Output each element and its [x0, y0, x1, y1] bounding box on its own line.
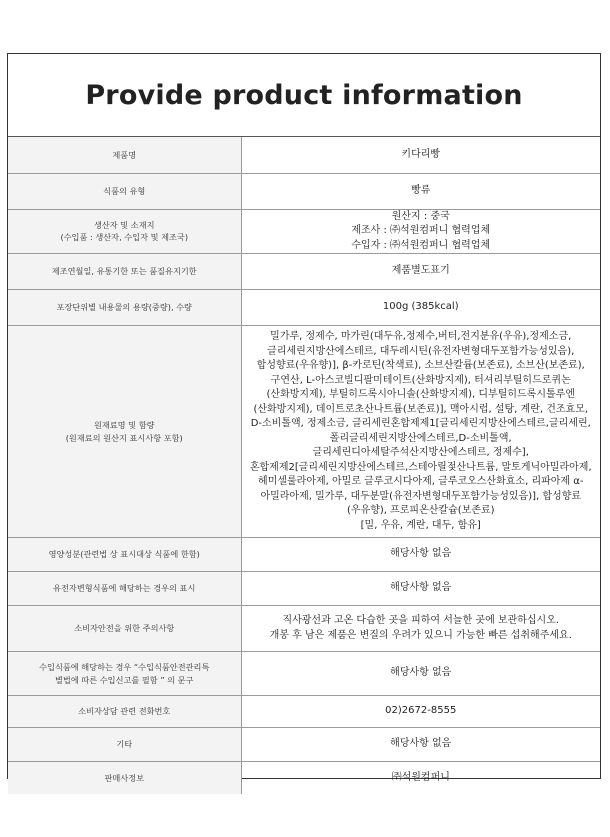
row-label: 식품의 유형: [8, 173, 241, 209]
row-value: [241, 606, 600, 652]
row-label: 포장단위별 내용물의 용량(중량), 수량: [8, 290, 241, 326]
label-line: (수입품 : 생산자, 수입자 및 제조국): [60, 232, 189, 243]
row-value: 해당사항 없음: [241, 572, 600, 606]
value-line: 개봉 후 남은 제품은 변질의 우려가 있으니 가능한 빠른 섭취해주세요.: [269, 629, 572, 641]
allergen-text: [밀, 우유, 계란, 대두, 함유]: [360, 519, 481, 531]
value-line: 원산지 : 중국: [391, 210, 450, 222]
product-info-sheet: [7, 53, 601, 783]
value-line: 수입자 : ㈜석원컴퍼니 협력업체: [351, 239, 491, 251]
row-label: 소비자상담 관련 전화번호: [8, 696, 241, 728]
table-row: [8, 326, 600, 538]
value-line: 직사광선과 고온 다습한 곳을 피하여 서늘한 곳에 보관하십시오.: [282, 615, 560, 626]
row-label: 판매사정보: [8, 762, 241, 794]
row-value: 해당사항 없음: [241, 538, 600, 572]
table-row: [8, 762, 600, 794]
page-title: Provide product information: [85, 79, 523, 111]
ingredients-text: 밀가루, 정제수, 마가린(대두유,정제수,버터,전지분유(우유),정제소금, 글리세린지방산에스테르, 대두레시틴(유전자변형대두포함가능성있음), 합성향료(우유향)], β-카로틴(착색료), 소브산칼륨(보존료), 소브산(보존료), 구연산, L-아스코빌디팔미테이트(산화방지제), 터셔리부틸히드로퀴논(산화방지제), 부틸히드록시아니솔(산화방지제), 디부틸히드록시톨루엔(산화방지제), 데이트로초산나트륨(보존료)], 맥아시럽, 설탕, 계란, 건조효모, D-소비톨액, 정제소금, 글리세린혼합제제1[글리세린지방산에스테르,글리세린, 폴리글리세린지방산에스테르,D-소비톨액,글리세린디아세탈주석산지방산에스테르, 정제수], 혼합제제2[글리세린지방산에스테르,스테아릴젖산나트륨, 말토게닉아밀라아제, 헤미셀룰라아제, 아밀로 글루코시다아제, 글루코오스산화효소, 리파아제 α-아밀라아제, 밀가루, 대두분말(유전자변형대두포함가능성있음)], 합성향료(우유향), 프로피온산칼슘(보존료): [249, 331, 592, 516]
row-label: [8, 652, 241, 696]
row-value: 빵류: [241, 173, 600, 209]
value-line: 제조사 : ㈜석원컴퍼니 협력업체: [351, 225, 491, 236]
table-row: [8, 652, 600, 696]
row-value: 해당사항 없음: [241, 652, 600, 696]
table-row: [8, 137, 600, 173]
title-bar: [8, 54, 600, 137]
product-info-table: [8, 137, 600, 794]
table-row: [8, 728, 600, 762]
row-label: 제품명: [8, 137, 241, 173]
ingredients-value: [241, 326, 600, 538]
table-row: [8, 173, 600, 209]
row-label: 유전자변형식품에 해당하는 경우의 표시: [8, 572, 241, 606]
row-value: 제품별도표기: [241, 254, 600, 290]
table-row: [8, 538, 600, 572]
table-row: [8, 696, 600, 728]
table-row: [8, 290, 600, 326]
row-label: 제조연월일, 유통기한 또는 품질유지기한: [8, 254, 241, 290]
table-row: [8, 254, 600, 290]
row-label: [8, 209, 241, 254]
label-line: 수입식품에 해당하는 경우 “수입식품안전관리특: [39, 662, 210, 673]
row-label: 영양성분(관련법 상 표시대상 식품에 한함): [8, 538, 241, 572]
row-value: 100g (385kcal): [241, 290, 600, 326]
row-label: 기타: [8, 728, 241, 762]
label-line: 생산자 및 소재지: [93, 219, 155, 230]
row-label: [8, 326, 241, 538]
row-value: [241, 209, 600, 254]
row-value: 해당사항 없음: [241, 728, 600, 762]
label-line: 원재료명 및 함량: [93, 420, 155, 431]
row-value: ㈜석원컴퍼니: [391, 771, 450, 783]
phone-value: 02)2672-8555: [241, 696, 600, 728]
label-line: 별법에 따른 수입신고를 필함 ” 의 문구: [55, 674, 194, 685]
row-label: 소비자안전을 위한 주의사항: [8, 606, 241, 652]
table-row: [8, 606, 600, 652]
table-row: [8, 209, 600, 254]
row-value: 키다리빵: [241, 137, 600, 173]
table-row: [8, 572, 600, 606]
label-line: (원재료의 원산지 표시사항 포함): [65, 432, 183, 443]
